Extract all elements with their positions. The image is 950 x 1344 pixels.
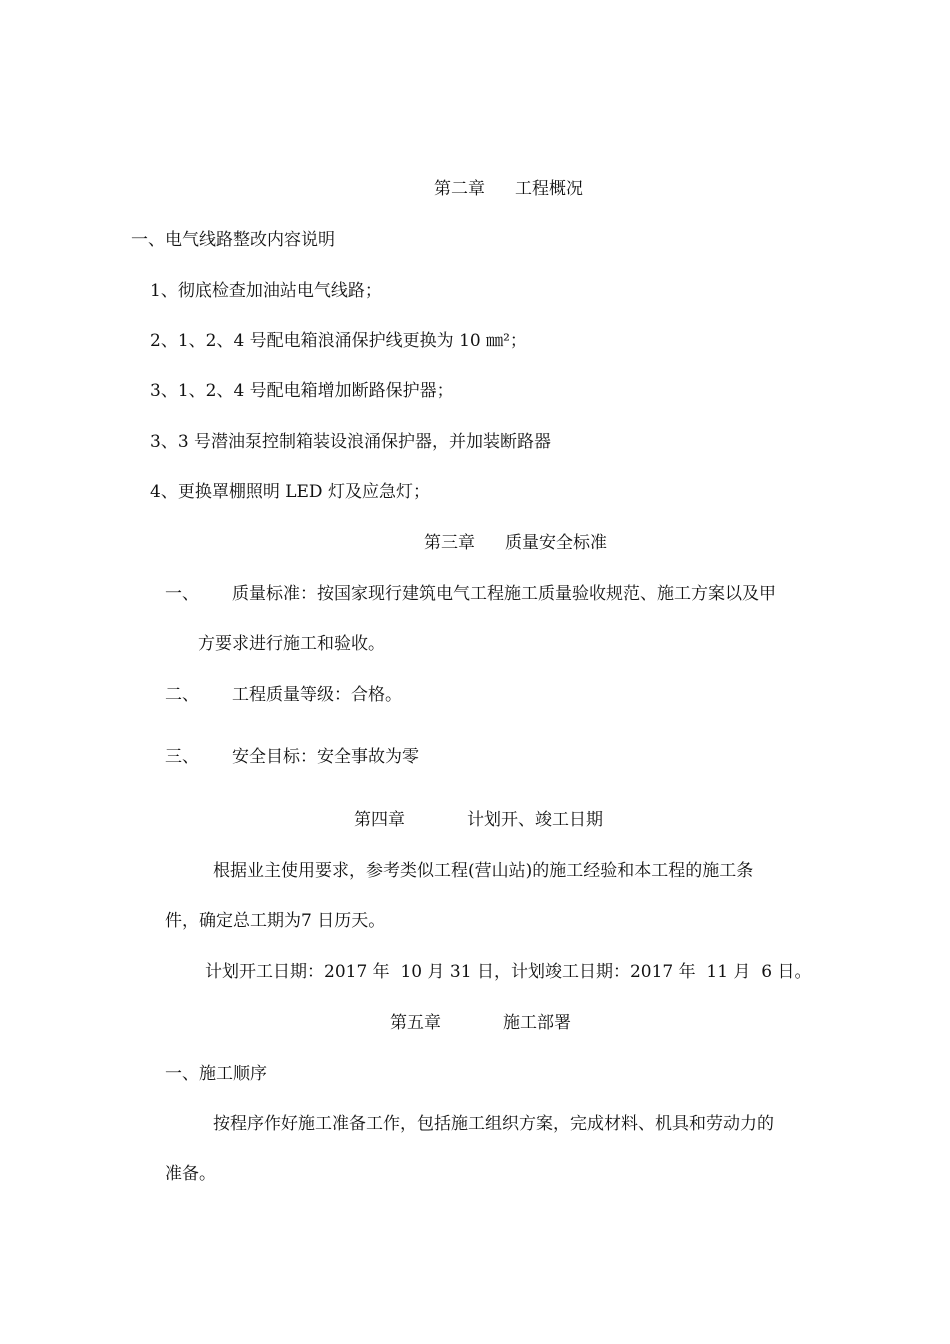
section-heading: 一、电气线路整改内容说明 — [131, 230, 335, 250]
chapter-title: 质量安全标准 — [505, 533, 607, 553]
chapter-heading — [434, 178, 583, 200]
section-heading: 一、施工顺序 — [165, 1064, 267, 1084]
chapter-number: 第三章 — [424, 533, 475, 553]
paragraph-line: 按程序作好施工准备工作，包括施工组织方案，完成材料、机具和劳动力的 — [213, 1114, 774, 1134]
list-item: 工程质量等级：合格。 — [232, 685, 402, 705]
list-item: 1、彻底检查加油站电气线路； — [150, 281, 382, 301]
chapter-heading — [390, 1012, 571, 1034]
chapter-number: 第五章 — [390, 1013, 441, 1033]
list-item: 3、1、2、4 号配电箱增加断路保护器； — [150, 381, 454, 401]
list-item: 4、更换罩棚照明 LED 灯及应急灯； — [150, 482, 430, 502]
list-item: 2、1、2、4 号配电箱浪涌保护线更换为 10 ㎜²； — [150, 331, 527, 351]
paragraph-line: 根据业主使用要求，参考类似工程(营山站)的施工经验和本工程的施工条 — [213, 861, 754, 881]
paragraph-line: 准备。 — [165, 1164, 216, 1184]
chapter-number: 第二章 — [434, 179, 485, 199]
list-item: 安全目标：安全事故为零 — [232, 747, 419, 767]
list-item-continuation: 方要求进行施工和验收。 — [198, 634, 385, 654]
chapter-number: 第四章 — [354, 810, 405, 830]
chapter-heading — [354, 809, 603, 831]
list-marker: 三、 — [165, 747, 199, 767]
paragraph-line: 件，确定总工期为7 日历天。 — [165, 911, 386, 931]
list-marker: 一、 — [165, 584, 199, 604]
list-item: 3、3 号潜油泵控制箱装设浪涌保护器，并加装断路器 — [150, 432, 552, 452]
chapter-title: 施工部署 — [503, 1013, 571, 1033]
list-marker: 二、 — [165, 685, 199, 705]
chapter-title: 计划开、竣工日期 — [467, 810, 603, 830]
planned-dates: 计划开工日期：2017 年 10 月 31 日，计划竣工日期：2017 年 11 月 6 日。 — [205, 962, 812, 982]
chapter-title: 工程概况 — [515, 179, 583, 199]
chapter-heading — [424, 532, 607, 554]
list-item: 质量标准：按国家现行建筑电气工程施工质量验收规范、施工方案以及甲 — [232, 584, 776, 604]
